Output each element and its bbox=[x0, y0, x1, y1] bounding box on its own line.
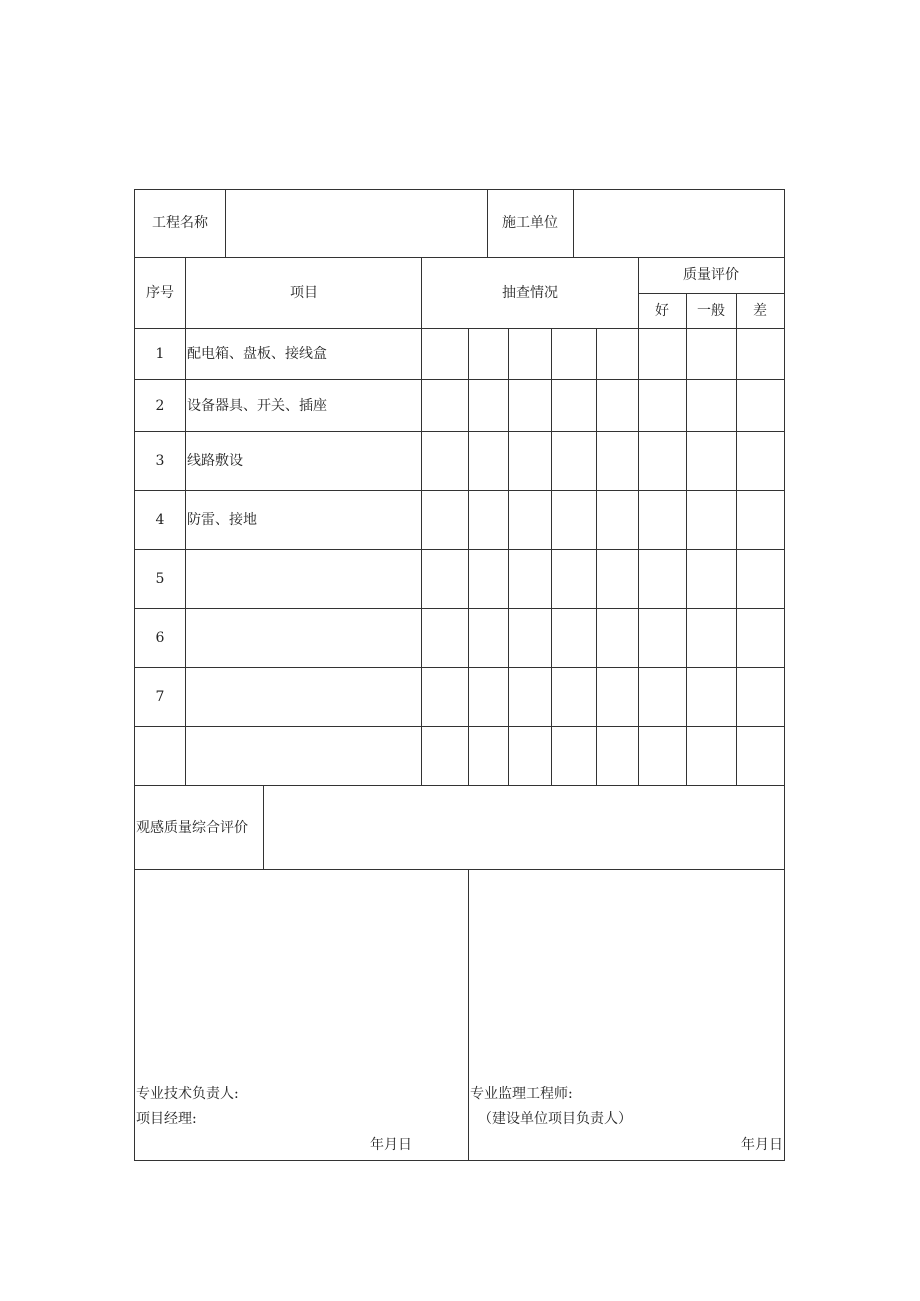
rule-row8-top bbox=[134, 726, 785, 727]
rule-quality-col2 bbox=[736, 293, 737, 785]
rule-row3-top bbox=[134, 431, 785, 432]
rule-insp-col4 bbox=[596, 328, 597, 785]
row-seq: 5 bbox=[155, 571, 165, 587]
rule-table-bottom bbox=[134, 785, 785, 786]
row-item: 配电箱、盘板、接线盒 bbox=[187, 346, 327, 362]
row-seq: 7 bbox=[155, 689, 165, 705]
rule-signature-divider bbox=[468, 869, 469, 1161]
quality-poor-header: 差 bbox=[753, 303, 767, 319]
overall-quality-label: 观感质量综合评价 bbox=[136, 820, 248, 836]
row-seq: 3 bbox=[155, 453, 165, 469]
project-name-label: 工程名称 bbox=[152, 215, 208, 231]
rule-quality-split bbox=[638, 293, 785, 294]
rule-header-v2 bbox=[487, 189, 488, 257]
quality-average-header: 一般 bbox=[697, 303, 725, 319]
owner-rep-signature-label: （建设单位项目负责人） bbox=[478, 1111, 632, 1127]
supervisor-signature-label: 专业监理工程师: bbox=[470, 1086, 573, 1102]
form-border bbox=[134, 189, 785, 1161]
rule-row2-top bbox=[134, 379, 785, 380]
quality-column-header: 质量评价 bbox=[683, 267, 739, 283]
row-item: 线路敷设 bbox=[187, 453, 243, 469]
row-seq: 2 bbox=[155, 398, 165, 414]
rule-insp-col3 bbox=[551, 328, 552, 785]
rule-overall-divider bbox=[263, 785, 264, 869]
row-item: 防雷、接地 bbox=[187, 512, 257, 528]
row-item: 设备器具、开关、插座 bbox=[187, 398, 327, 414]
row-seq: 1 bbox=[155, 346, 165, 362]
rule-seq-right bbox=[185, 257, 186, 785]
rule-header-v1 bbox=[225, 189, 226, 257]
left-date-label: 年月日 bbox=[370, 1137, 412, 1153]
row-seq: 6 bbox=[155, 630, 165, 646]
project-manager-signature-label: 项目经理: bbox=[136, 1111, 197, 1127]
rule-insp-col2 bbox=[508, 328, 509, 785]
rule-item-right bbox=[421, 257, 422, 785]
tech-lead-signature-label: 专业技术负责人: bbox=[136, 1086, 239, 1102]
rule-header-v3 bbox=[573, 189, 574, 257]
rule-inspection-right bbox=[638, 257, 639, 785]
construction-unit-label: 施工单位 bbox=[502, 215, 558, 231]
rule-row1-top bbox=[134, 328, 785, 329]
inspection-column-header: 抽查情况 bbox=[502, 285, 558, 301]
right-date-label: 年月日 bbox=[741, 1137, 783, 1153]
rule-row7-top bbox=[134, 667, 785, 668]
rule-row4-top bbox=[134, 490, 785, 491]
rule-header-bottom bbox=[134, 257, 785, 258]
seq-column-header: 序号 bbox=[146, 285, 174, 301]
row-seq: 4 bbox=[155, 512, 165, 528]
rule-row5-top bbox=[134, 549, 785, 550]
rule-overall-bottom bbox=[134, 869, 785, 870]
rule-row6-top bbox=[134, 608, 785, 609]
item-column-header: 项目 bbox=[290, 285, 318, 301]
rule-quality-col1 bbox=[686, 293, 687, 785]
quality-good-header: 好 bbox=[655, 303, 669, 319]
rule-insp-col1 bbox=[468, 328, 469, 785]
